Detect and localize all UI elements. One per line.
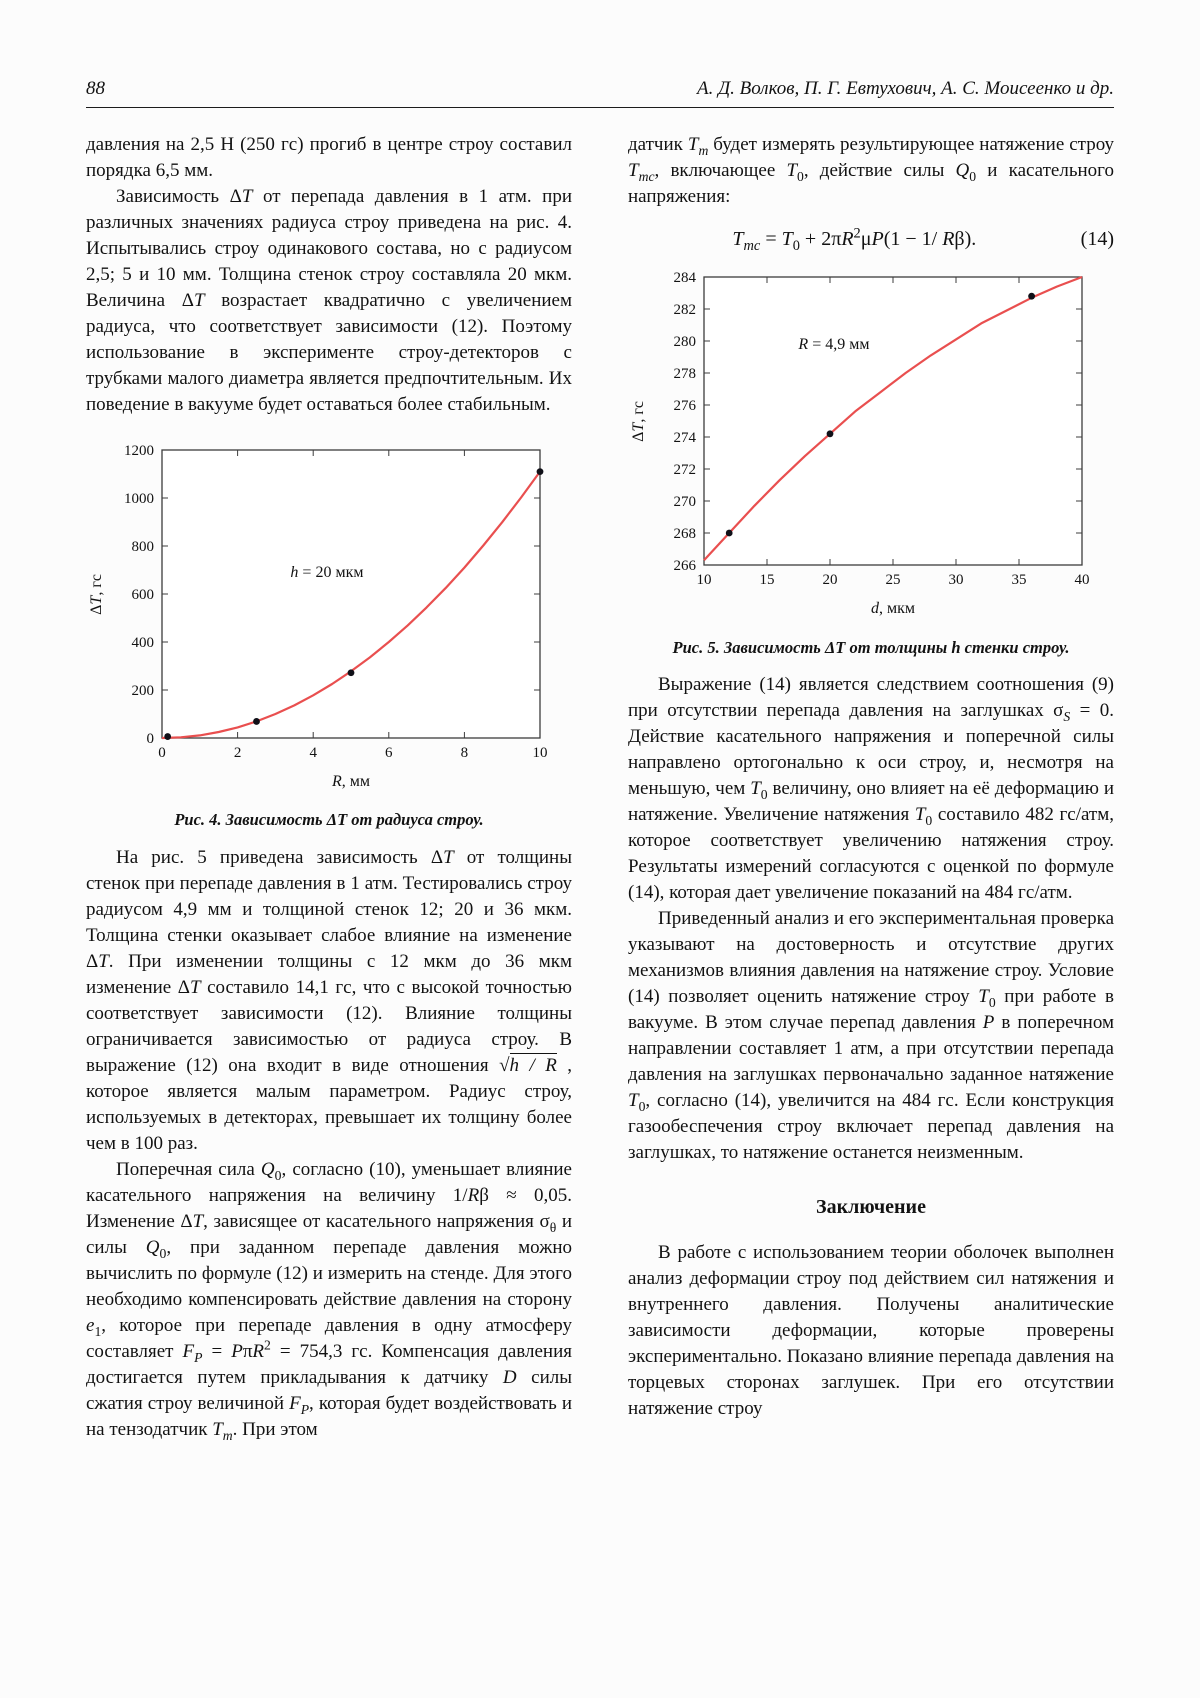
svg-text:0: 0 bbox=[146, 731, 154, 748]
y-axis-label: ΔT, гс bbox=[88, 573, 105, 615]
y-axis-label: ΔT, гс bbox=[630, 401, 647, 442]
paragraph-continued: давления на 2,5 Н (250 гс) прогиб в центре строу составил порядка 6,5 мм. bbox=[86, 134, 572, 182]
figure-5-plot-area bbox=[650, 267, 1096, 597]
paragraph: Приведенный анализ и его экспериментальная проверка указывают на достоверность и отсутствие других механизмов влияния давления на натяжение строу. Условие (14) позволяет оценить натяжение строу $T_0$ при работе в вакууме. В этом случае перепад давления P в поперечном направлении составляет 1 атм, а при отсутствии перепада давления на заглушках первоначально заданное натяжение $T_0$, согласно (14), увеличится на 484 гс. Если конструкция газообеспечения строу включает перепад давления на заглушках, то натяжение останется неизменным. bbox=[628, 908, 1114, 1164]
equation-14 bbox=[628, 226, 1114, 253]
curve-annotation: h = 20 мкм bbox=[290, 563, 364, 581]
two-column-layout bbox=[86, 132, 1114, 1443]
paragraph: Зависимость ΔT от перепада давления в 1 атм. при различных значениях радиуса строу приведена на рис. 4. Испытывались строу одинакового состава, но с радиусом 2,5; 5 и 10 мм. Толщина стенок строу составляла 20 мкм. Величина ΔT возрастает квадратично с увеличением радиуса, что соответствует зависимости (12). Поэтому использование в эксперименте строу-детекторов с трубками малого диаметра является предпочтительным. Их поведение в вакууме будет оставаться более стабильным. bbox=[86, 186, 572, 416]
paragraph: На рис. 5 приведена зависимость ΔT от толщины стенок при перепаде давления в 1 атм. Тестировались строу радиусом 4,9 мм и толщиной стенок 12; 20 и 36 мкм. Толщина стенки оказывает слабое влияние на изменение ΔT. При изменении толщины с 12 мкм до 36 мкм изменение ΔT составило 14,1 гс, что с высокой точностью соответствует зависимости (12). Влияние толщины ограничивается зависимостью от радиуса строу. В выражение (12) она входит в виде отношения √h / R , которое является малым параметром. Радиус строу, используемых в детекторах, превышает их толщину более чем в 100 раз. bbox=[86, 846, 573, 1154]
line-chart-figure-5 bbox=[650, 267, 1096, 597]
line-chart-figure-4 bbox=[108, 440, 554, 770]
right-column bbox=[628, 132, 1114, 1443]
svg-text:20: 20 bbox=[822, 572, 838, 589]
equation-number: (14) bbox=[1080, 228, 1114, 251]
page-number: 88 bbox=[86, 78, 105, 99]
svg-text:10: 10 bbox=[532, 745, 548, 762]
svg-text:25: 25 bbox=[885, 572, 901, 589]
svg-text:280: 280 bbox=[673, 334, 696, 351]
svg-text:272: 272 bbox=[673, 462, 696, 479]
x-axis-label: d, мкм bbox=[870, 600, 916, 618]
figure-5 bbox=[628, 267, 1114, 658]
svg-text:1200: 1200 bbox=[123, 443, 154, 460]
x-axis-label: R, мм bbox=[331, 773, 371, 791]
svg-text:278: 278 bbox=[673, 366, 696, 383]
svg-text:400: 400 bbox=[131, 635, 154, 652]
paragraph: Поперечная сила $Q_0$, согласно (10), уменьшает влияние касательного напряжения на величину 1/Rβ ≈ 0,05. Изменение ΔT, зависящее от касательного напряжения $\sigma_\theta$ и силы $Q_0$, при заданном перепаде давления можно вычислить по формуле (12) и измерить на стенде. Для этого необходимо компенсировать действие давления на сторону $e_1$, которое при перепаде давления в одну атмосферу составляет $F_P = P\pi R^2 = 754,3$ гс. Компенсация давления достигается путем прикладывания к датчику D силы сжатия строу величиной $F_P$, которая будет воздействовать и на тензодатчик $T_m$. При этом bbox=[86, 1158, 572, 1443]
left-column bbox=[86, 132, 572, 1443]
running-head: А. Д. Волков, П. Г. Евтухович, А. С. Моисеенко и др. bbox=[696, 78, 1114, 99]
figure-4-chart-row bbox=[86, 440, 572, 770]
section-heading-conclusion: Заключение bbox=[816, 1196, 926, 1219]
paragraph: В работе с использованием теории оболочек выполнен анализ деформации строу под действием сил натяжения и внутреннего давления. Получены аналитические зависимости деформации, которые проверены экспериментально. Показано влияние перепада давления на торцевых сторонах заглушек. При его отсутствии натяжение строу bbox=[628, 1241, 1114, 1419]
curve-annotation: R = 4,9 мм bbox=[798, 335, 870, 353]
paragraph: Выражение (14) является следствием соотношения (9) при отсутствии перепада давления на заглушках $\sigma_S = 0$. Действие касательного напряжения и поперечной силы направлено ортогонально к оси строу, и, несмотря на меньшую, чем $T_0$ величину, оно влияет на её деформацию и натяжение. Увеличение натяжения $T_0$ составило 482 гс/атм, которое соответствует увеличению натяжения строу. Результаты измерений согласуются с оценкой по формуле (14), которая дает увеличение показаний на 484 гс/атм. bbox=[628, 674, 1115, 904]
svg-text:4: 4 bbox=[309, 745, 317, 762]
figure-4 bbox=[86, 440, 572, 831]
svg-text:276: 276 bbox=[673, 398, 696, 415]
svg-text:268: 268 bbox=[673, 526, 696, 543]
svg-text:600: 600 bbox=[131, 587, 154, 604]
figure-5-chart-row bbox=[628, 267, 1114, 597]
svg-text:284: 284 bbox=[673, 270, 696, 287]
paragraph-continued: датчик $T_m$ будет измерять результирующее натяжение строу $T_{mc}$, включающее $T_0$, действие силы $Q_0$ и касательного напряжения: bbox=[628, 134, 1114, 208]
svg-text:6: 6 bbox=[384, 745, 393, 762]
svg-text:30: 30 bbox=[948, 572, 964, 589]
svg-text:0: 0 bbox=[158, 745, 166, 762]
svg-text:1000: 1000 bbox=[123, 491, 154, 508]
svg-text:2: 2 bbox=[233, 745, 242, 762]
svg-text:800: 800 bbox=[131, 539, 154, 556]
svg-text:200: 200 bbox=[131, 683, 154, 700]
figure-5-caption: Рис. 5. Зависимость ΔT от толщины h стенки строу. bbox=[672, 637, 1070, 657]
svg-text:270: 270 bbox=[673, 494, 696, 511]
svg-text:10: 10 bbox=[696, 572, 712, 589]
page-header bbox=[86, 78, 1114, 100]
equation-body: $T_{mc} = T_0 + 2\pi R^2\mu P(1 - 1/$ Rβ). bbox=[732, 225, 977, 255]
figure-4-plot-area bbox=[108, 440, 554, 770]
svg-text:15: 15 bbox=[759, 572, 775, 589]
figure-4-caption: Рис. 4. Зависимость ΔT от радиуса строу. bbox=[174, 810, 484, 830]
header-rule bbox=[86, 107, 1114, 108]
svg-text:266: 266 bbox=[673, 558, 696, 575]
svg-text:40: 40 bbox=[1074, 572, 1090, 589]
svg-text:8: 8 bbox=[460, 745, 469, 762]
svg-text:274: 274 bbox=[673, 430, 696, 447]
svg-text:35: 35 bbox=[1011, 572, 1027, 589]
svg-text:282: 282 bbox=[673, 302, 696, 319]
